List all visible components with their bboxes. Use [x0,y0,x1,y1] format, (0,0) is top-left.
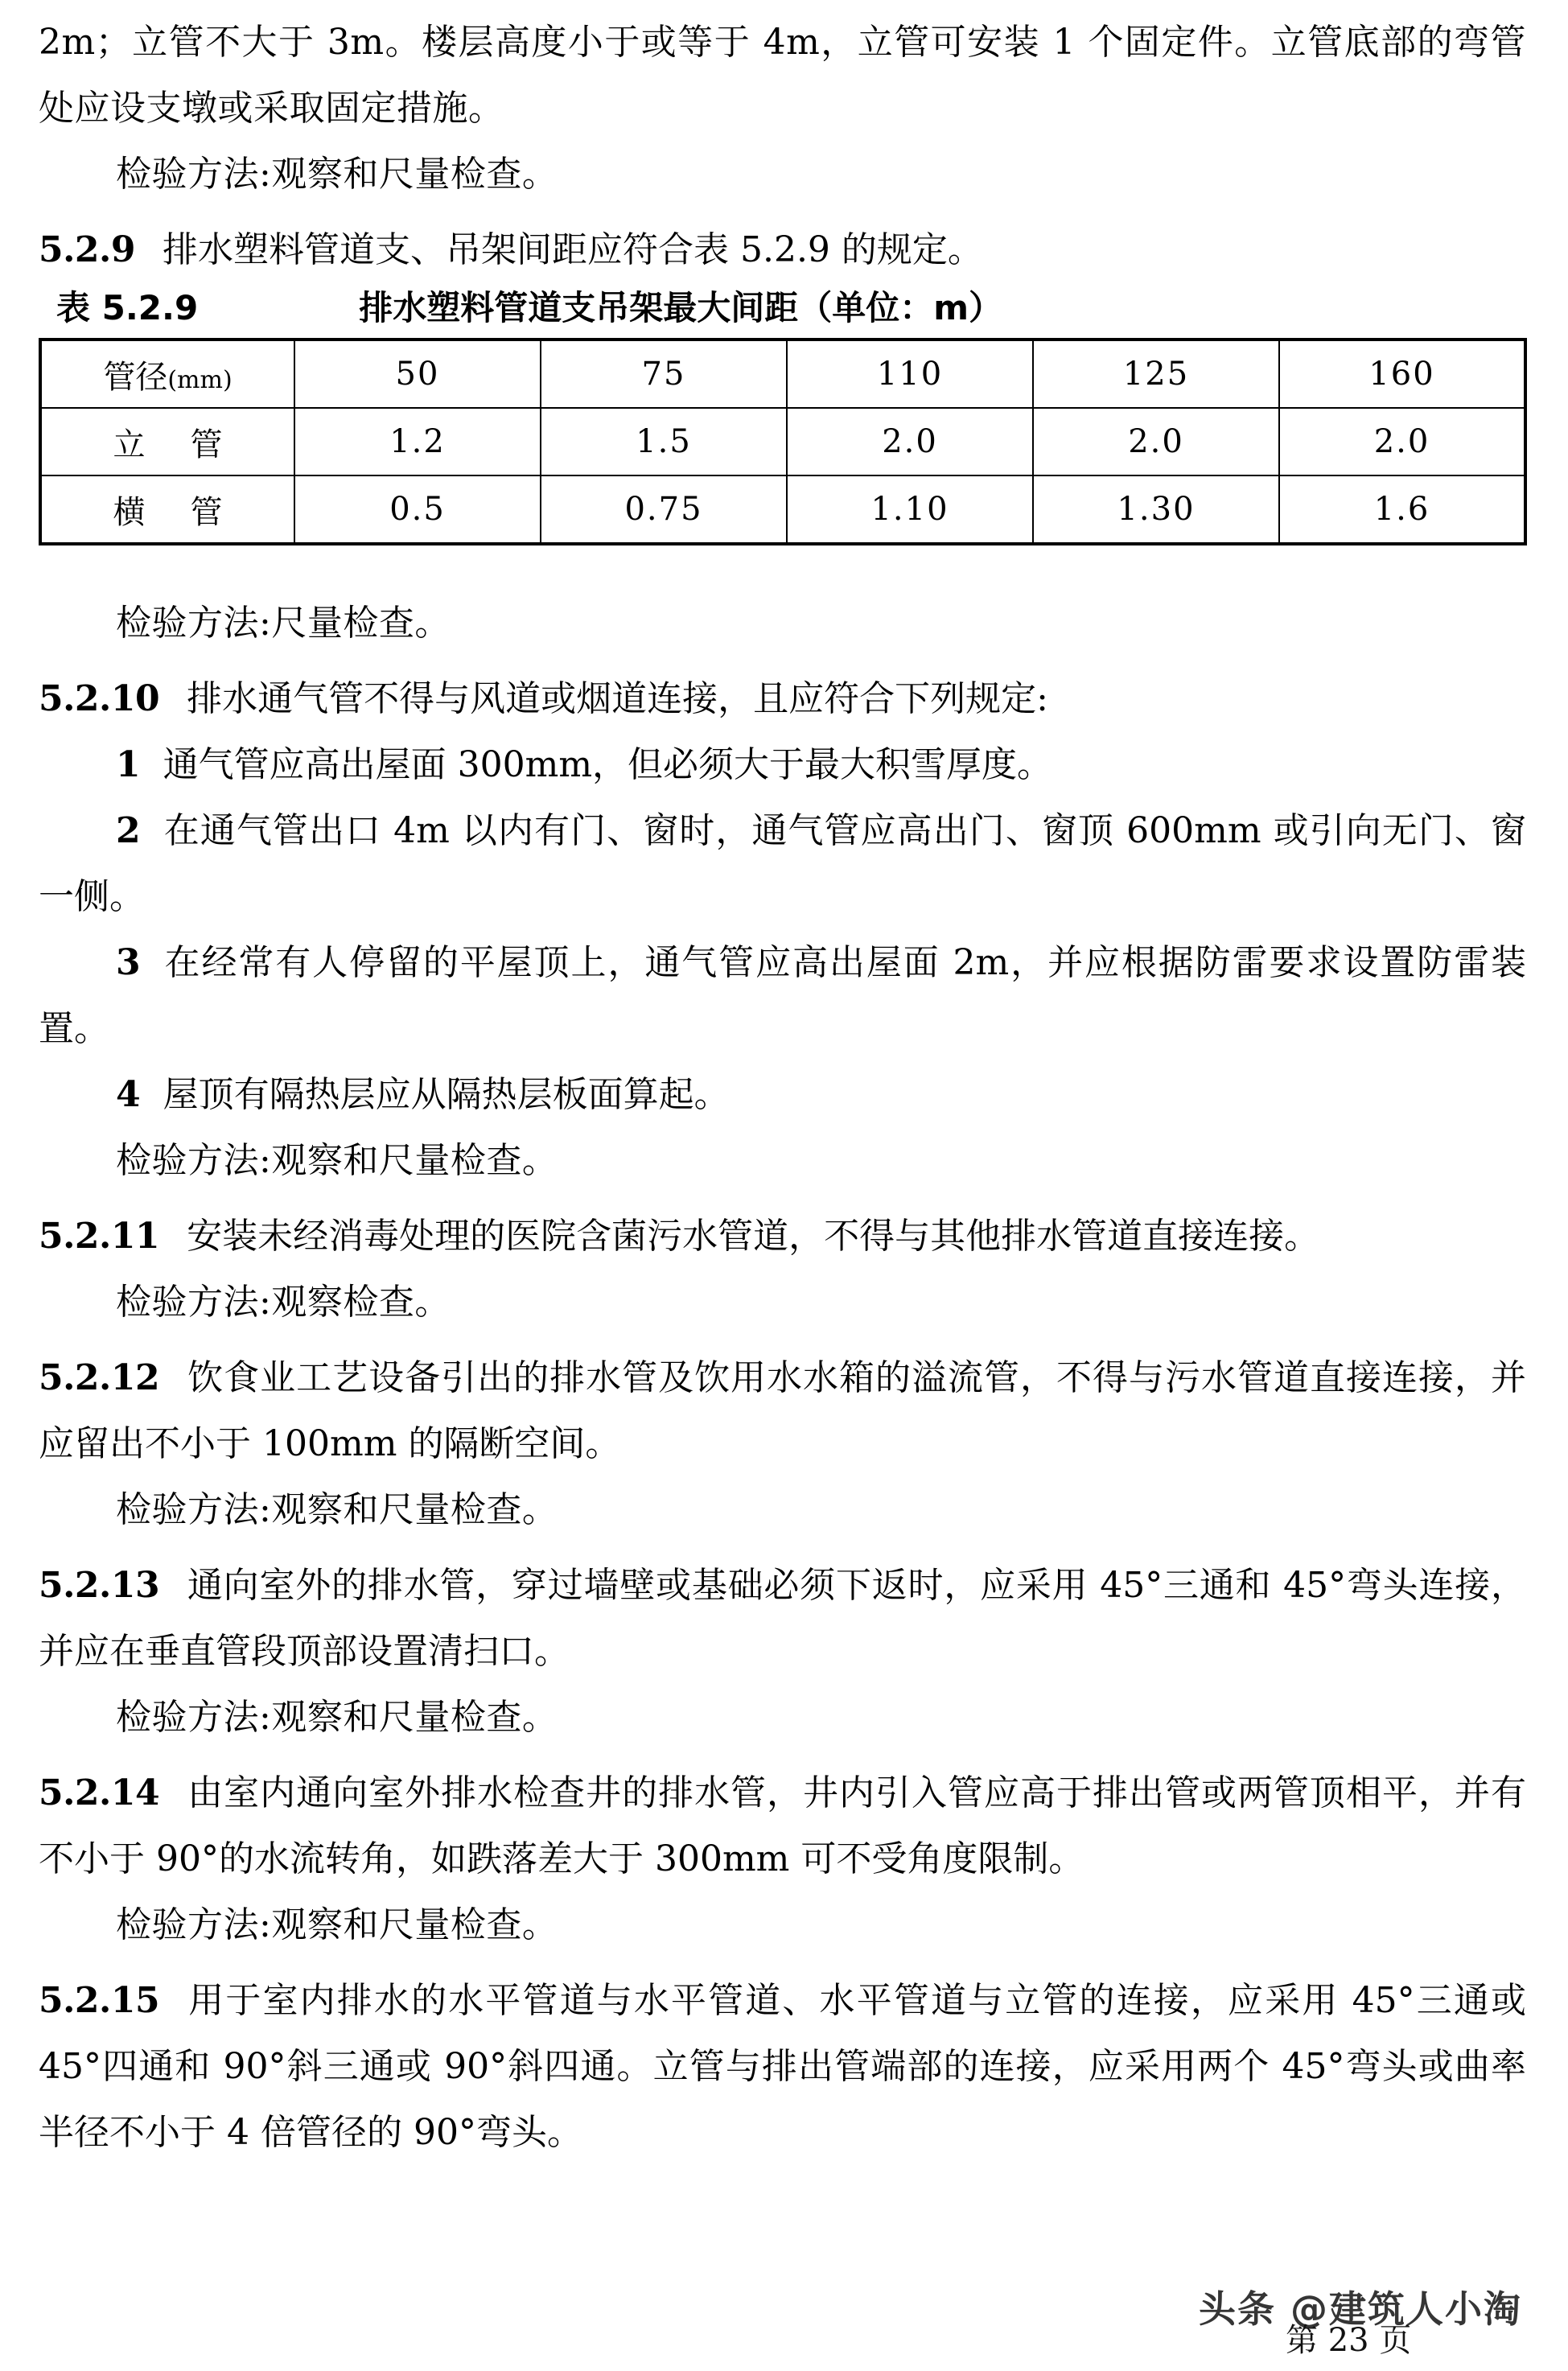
clause-5-2-9 [39,217,1526,283]
list-item-2-text: 在通气管出口 4m 以内有门、窗时，通气管应高出门、窗顶 600mm 或引向无门、窗一侧。 [39,810,1526,917]
row-header-horizontal-pipe [40,475,294,544]
clause-number-5-2-9: 5.2.9 [39,229,135,270]
inspection-method-table: 检验方法:尺量检查。 [116,603,451,644]
spacer-before-5-2-11 [39,1194,1526,1204]
cell-diameter-110: 110 [787,340,1033,408]
spacer-before-5-2-12 [39,1336,1526,1345]
cell-horizontal-75: 0.75 [541,475,787,544]
cell-vertical-110: 2.0 [787,408,1033,475]
clause-text-5-2-9: 排水塑料管道支、吊架间距应符合表 5.2.9 的规定。 [162,229,983,270]
clause-5-2-13 [39,1553,1526,1685]
cell-horizontal-125: 1.30 [1033,475,1279,544]
pipe-support-spacing-table [39,338,1527,545]
page-number: 第 23 页 [1286,2322,1412,2359]
cell-diameter-50: 50 [294,340,541,408]
spacer-before-5-2-15 [39,1958,1526,1968]
clause-number-5-2-15: 5.2.15 [39,1980,160,2021]
cell-diameter-75: 75 [541,340,787,408]
cell-vertical-125: 2.0 [1033,408,1279,475]
cell-vertical-75: 1.5 [541,408,787,475]
cell-horizontal-50: 0.5 [294,475,541,544]
clause-text-5-2-11: 安装未经消毒处理的医院含菌污水管道，不得与其他排水管道直接连接。 [187,1216,1320,1257]
row-header-vertical-pipe [40,408,294,475]
clause-text-5-2-14: 由室内通向室外排水检查井的排水管，井内引入管应高于排出管或两管顶相平，并有不小于 90°的水流转角，如跌落差大于 300mm 可不受角度限制。 [39,1772,1526,1879]
list-item-3 [39,930,1526,1062]
page-content [39,0,1526,2166]
row-header-horizontal-a: 横 [113,493,146,531]
clause-number-5-2-10: 5.2.10 [39,678,160,719]
table-row-vertical-pipe [40,408,1525,475]
list-item-2-number: 2 [116,810,141,851]
spacer-after-table [39,545,1526,591]
clause-text-5-2-10: 排水通气管不得与风道或烟道连接，且应符合下列规定: [187,678,1048,719]
table-row-horizontal-pipe [40,475,1525,544]
clause-text-5-2-13: 通向室外的排水管，穿过墙壁或基础必须下返时，应采用 45°三通和 45°弯头连接，并应在垂直管段顶部设置清扫口。 [39,1565,1526,1672]
list-item-4-text: 屋顶有隔热层应从隔热层板面算起。 [163,1074,730,1115]
inspection-method-5-2-11: 检验方法:观察检查。 [116,1282,451,1323]
clause-5-2-15 [39,1968,1526,2166]
list-item-4-number: 4 [116,1074,141,1115]
row-header-horizontal-b: 管 [190,493,223,531]
clause-5-2-11 [39,1204,1526,1270]
cell-diameter-125: 125 [1033,340,1279,408]
table-row-diameter [40,340,1525,408]
list-item-1-text: 通气管应高出屋面 300mm，但必须大于最大积雪厚度。 [163,744,1053,785]
cell-horizontal-160: 1.6 [1279,475,1525,544]
clause-5-2-10 [39,666,1526,732]
table-caption [39,283,1526,333]
inspection-method-5-2-13: 检验方法:观察和尺量检查。 [116,1697,558,1738]
spacer-before-5-2-14 [39,1751,1526,1760]
watermark: 头条 @建筑人小淘 [1199,2287,1523,2331]
spacer-before-5-2-9 [39,208,1526,217]
spacer-before-5-2-10 [39,657,1526,666]
inspection-method-5-2-12: 检验方法:观察和尺量检查。 [116,1489,558,1530]
clause-number-5-2-13: 5.2.13 [39,1565,160,1606]
list-item-3-number: 3 [116,942,141,983]
row-header-vertical-b: 管 [190,426,223,463]
clause-number-5-2-12: 5.2.12 [39,1357,160,1398]
row-header-vertical-a: 立 [113,426,146,463]
clause-number-5-2-11: 5.2.11 [39,1216,160,1257]
list-item-2 [39,798,1526,930]
cell-vertical-50: 1.2 [294,408,541,475]
paragraph-continuation: 2m；立管不大于 3m。楼层高度小于或等于 4m，立管可安装 1 个固定件。立管底部的弯管处应设支墩或采取固定措施。 [39,22,1526,129]
cell-diameter-160: 160 [1279,340,1525,408]
list-item-1 [39,732,1526,798]
inspection-method-continuation: 检验方法:观察和尺量检查。 [116,154,558,195]
clause-5-2-14 [39,1760,1526,1892]
row-header-diameter-label: 管径 [103,358,168,396]
table-caption-label: 表 5.2.9 [56,288,199,327]
list-item-1-number: 1 [116,744,141,785]
inspection-method-5-2-10: 检验方法:观察和尺量检查。 [116,1140,558,1181]
row-header-diameter-unit: (mm) [167,365,233,394]
clause-text-5-2-15: 用于室内排水的水平管道与水平管道、水平管道与立管的连接，应采用 45°三通或 45°四通和 90°斜三通或 90°斜四通。立管与排出管端部的连接，应采用两个 45°弯头或曲率半径不小于 4 倍管径的 90°弯头。 [39,1980,1526,2153]
list-item-4 [39,1062,1526,1128]
clause-text-5-2-12: 饮食业工艺设备引出的排水管及饮用水水箱的溢流管，不得与污水管道直接连接，并应留出不小于 100mm 的隔断空间。 [39,1357,1526,1464]
list-item-3-text: 在经常有人停留的平屋顶上，通气管应高出屋面 2m，并应根据防雷要求设置防雷装置。 [39,942,1526,1049]
row-header-diameter [40,340,294,408]
top-spacer [39,0,1526,10]
inspection-method-5-2-14: 检验方法:观察和尺量检查。 [116,1904,558,1945]
spacer-before-5-2-13 [39,1543,1526,1553]
cell-vertical-160: 2.0 [1279,408,1525,475]
clause-number-5-2-14: 5.2.14 [39,1772,160,1813]
table-caption-title: 排水塑料管道支吊架最大间距（单位：m） [359,288,1002,327]
clause-5-2-12 [39,1345,1526,1477]
cell-horizontal-110: 1.10 [787,475,1033,544]
